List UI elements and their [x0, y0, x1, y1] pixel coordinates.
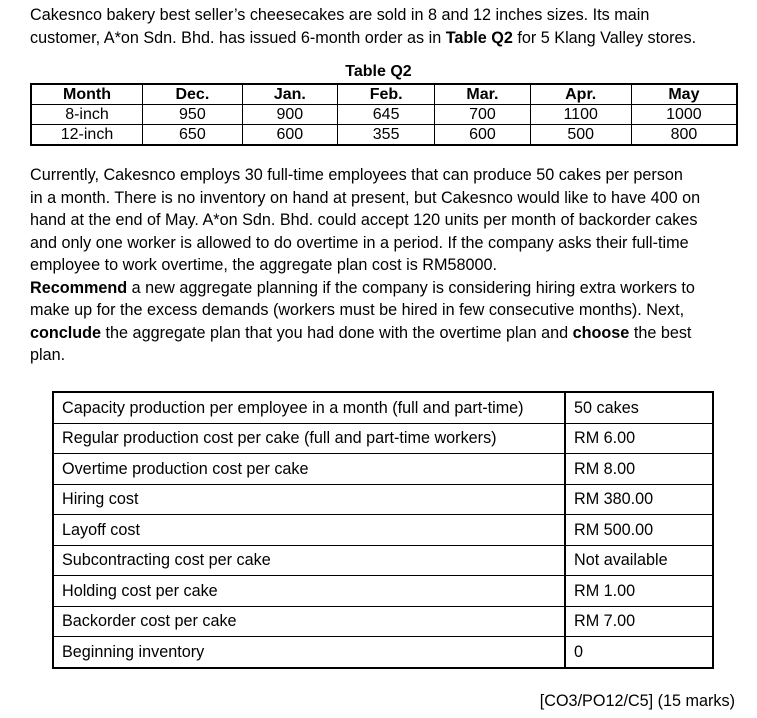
cost-label: Beginning inventory: [53, 637, 565, 668]
table-cell: 600: [435, 125, 530, 146]
question-line: plan.: [30, 346, 66, 364]
table-header-cell: Dec.: [143, 84, 243, 105]
question-line: employee to work overtime, the aggregate plan cost is RM58000.: [30, 256, 497, 274]
intro-paragraph: [30, 4, 740, 49]
table-cell: 8-inch: [31, 105, 143, 125]
table-reference: Table Q2: [445, 28, 513, 47]
question-text: the best: [629, 323, 692, 342]
question-text: the aggregate plan that you had done with the overtime plan and: [101, 323, 573, 342]
table-cell: 900: [242, 105, 337, 125]
cost-row: [53, 454, 713, 485]
cost-label: Holding cost per cake: [53, 576, 565, 607]
table-cell: 950: [143, 105, 243, 125]
table-header-cell: Mar.: [435, 84, 530, 105]
keyword-conclude: conclude: [30, 323, 102, 342]
question-paragraph: [30, 164, 740, 367]
table-cell: 1100: [530, 105, 631, 125]
table-header-cell: Feb.: [337, 84, 434, 105]
question-line: [30, 322, 740, 345]
cost-label: Overtime production cost per cake: [53, 454, 565, 485]
table-cell: 600: [242, 125, 337, 146]
table-cell: 12-inch: [31, 125, 143, 146]
cost-label: Capacity production per employee in a month (full and part-time): [53, 392, 565, 423]
table-cell: 800: [631, 125, 737, 146]
keyword-recommend: Recommend: [30, 278, 128, 297]
table-cell: 1000: [631, 105, 737, 125]
cost-row: [53, 392, 713, 423]
question-line: Currently, Cakesnco employs 30 full-time employees that can produce 50 cakes per person: [30, 166, 683, 184]
cost-row: [53, 423, 713, 454]
table-header-cell: Apr.: [530, 84, 631, 105]
intro-text: for 5 Klang Valley stores.: [512, 28, 697, 47]
question-line: and only one worker is allowed to do overtime in a period. If the company asks their full-time: [30, 233, 689, 252]
cost-label: Layoff cost: [53, 515, 565, 546]
order-table: [30, 83, 738, 146]
table-row: [31, 125, 737, 146]
cost-row: [53, 576, 713, 607]
table-cell: 500: [530, 125, 631, 146]
table-header-cell: May: [631, 84, 737, 105]
intro-line: Cakesnco bakery best seller’s cheesecakes are sold in 8 and 12 inches sizes. Its main: [30, 6, 650, 24]
cost-value: 0: [565, 637, 713, 668]
keyword-choose: choose: [572, 323, 630, 342]
table-cell: 355: [337, 125, 434, 146]
cost-value: RM 1.00: [565, 576, 713, 607]
cost-label: Hiring cost: [53, 484, 565, 515]
cost-value: RM 8.00: [565, 454, 713, 485]
question-line: in a month. There is no inventory on hand at present, but Cakesnco would like to have 400 on: [30, 188, 701, 207]
cost-table: [52, 391, 714, 669]
cost-value: RM 380.00: [565, 484, 713, 515]
table-cell: 650: [143, 125, 243, 146]
cost-label: Subcontracting cost per cake: [53, 545, 565, 576]
cost-label: Backorder cost per cake: [53, 606, 565, 637]
table-header-cell: Jan.: [242, 84, 337, 105]
table-cell: 645: [337, 105, 434, 125]
question-line: [30, 277, 740, 300]
cost-row: [53, 637, 713, 668]
table-header-cell: Month: [31, 84, 143, 105]
table-cell: 700: [435, 105, 530, 125]
cost-value: RM 6.00: [565, 423, 713, 454]
cost-value: RM 7.00: [565, 606, 713, 637]
cost-label: Regular production cost per cake (full and part-time workers): [53, 423, 565, 454]
cost-row: [53, 484, 713, 515]
cost-row: [53, 515, 713, 546]
cost-value: RM 500.00: [565, 515, 713, 546]
intro-line: [30, 27, 740, 50]
question-text: a new aggregate planning if the company is considering hiring extra workers to: [127, 278, 695, 297]
question-line: make up for the excess demands (workers must be hired in few consecutive months). Next,: [30, 301, 685, 319]
intro-text: customer, A*on Sdn. Bhd. has issued 6-month order as in: [30, 28, 446, 47]
cost-value: 50 cakes: [565, 392, 713, 423]
cost-row: [53, 606, 713, 637]
table-row: [31, 105, 737, 125]
marks-label: [CO3/PO12/C5] (15 marks): [539, 692, 735, 710]
cost-row: [53, 545, 713, 576]
question-line: hand at the end of May. A*on Sdn. Bhd. could accept 120 units per month of backorder cakes: [30, 211, 698, 229]
table-caption: Table Q2: [345, 63, 412, 80]
table-header-row: [31, 84, 737, 105]
cost-value: Not available: [565, 545, 713, 576]
